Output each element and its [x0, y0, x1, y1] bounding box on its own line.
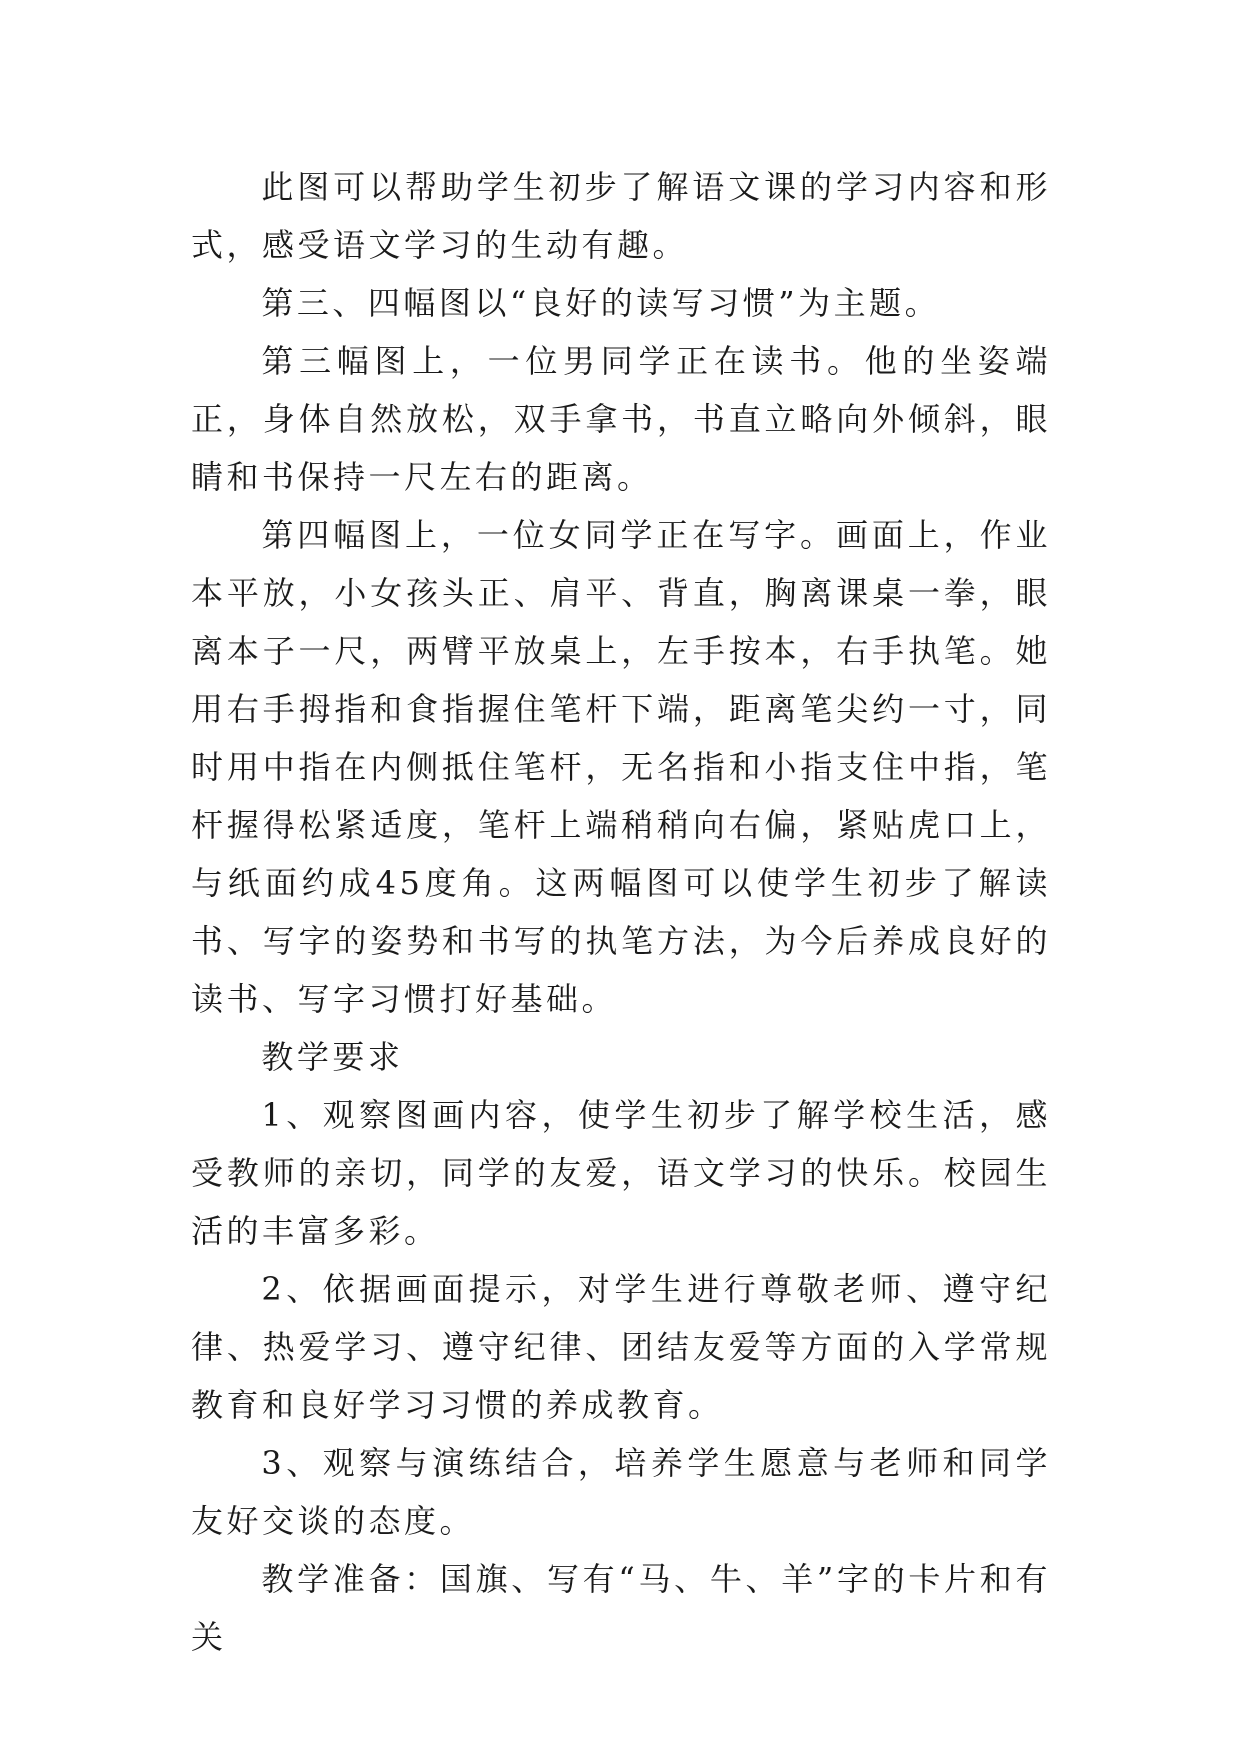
paragraph-intro: 此图可以帮助学生初步了解语文课的学习内容和形式，感受语文学习的生动有趣。: [191, 168, 1051, 264]
document-body: [191, 158, 1051, 1666]
requirement-item-3: 3、观察与演练结合，培养学生愿意与老师和同学友好交谈的态度。: [191, 1444, 1051, 1540]
section-heading-teaching-requirements: 教学要求: [261, 1038, 404, 1076]
requirement-item-2: 2、依据画面提示，对学生进行尊敬老师、遵守纪律、热爱学习、遵守纪律、团结友爱等方面的入学常规教育和良好学习习惯的养成教育。: [191, 1270, 1051, 1424]
paragraph-theme: 第三、四幅图以“良好的读写习惯”为主题。: [261, 284, 941, 322]
paragraph-picture-four: 第四幅图上，一位女同学正在写字。画面上，作业本平放，小女孩头正、肩平、背直，胸离课桌一拳，眼离本子一尺，两臂平放桌上，左手按本，右手执笔。她用右手拇指和食指握住笔杆下端，距离笔尖约一寸，同时用中指在内侧抵住笔杆，无名指和小指支住中指，笔杆握得松紧适度，笔杆上端稍稍向右偏，紧贴虎口上，与纸面约成45度角。这两幅图可以使学生初步了解读书、写字的姿势和书写的执笔方法，为今后养成良好的读书、写字习惯打好基础。: [191, 516, 1051, 1018]
requirement-item-1: 1、观察图画内容，使学生初步了解学校生活，感受教师的亲切，同学的友爱，语文学习的快乐。校园生活的丰富多彩。: [191, 1096, 1051, 1250]
paragraph-picture-three: 第三幅图上，一位男同学正在读书。他的坐姿端正，身体自然放松，双手拿书，书直立略向外倾斜，眼睛和书保持一尺左右的距离。: [191, 342, 1051, 496]
paragraph-teaching-preparation: 教学准备：国旗、写有“马、牛、羊”字的卡片和有关: [191, 1560, 1051, 1656]
